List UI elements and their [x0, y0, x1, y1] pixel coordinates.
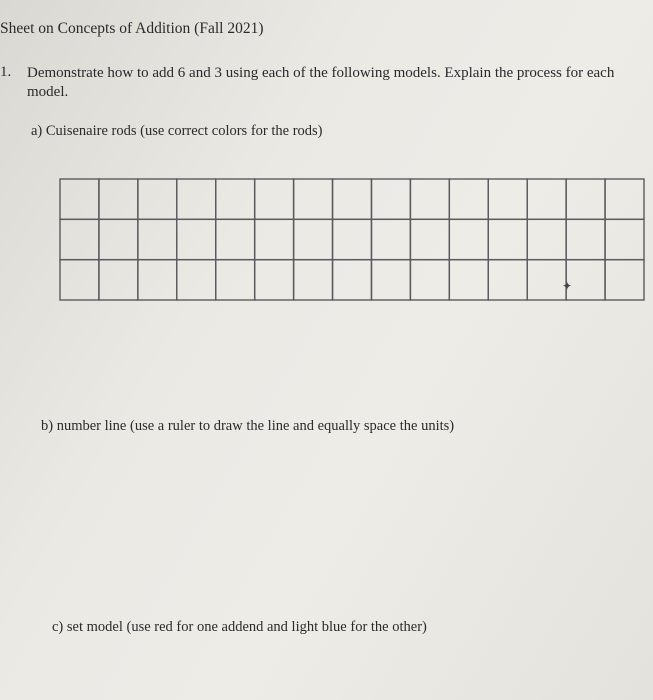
grid-cell — [216, 260, 255, 300]
part-b-label: b) number line (use a ruler to draw the line and equally space the units) — [41, 418, 455, 434]
grid-cell — [527, 179, 566, 219]
grid-cell — [216, 219, 255, 259]
grid-cell — [605, 260, 644, 300]
question-number: 1. — [0, 64, 12, 80]
grid-cell — [294, 260, 333, 300]
grid-lines — [59, 178, 645, 301]
grid-cell — [138, 179, 177, 219]
grid-cell — [333, 179, 372, 219]
question-text: Demonstrate how to add 6 and 3 using each of the following models. Explain the process for each model. — [27, 65, 615, 100]
grid-cell — [99, 219, 138, 259]
grid-cell — [99, 260, 138, 300]
grid-cell — [255, 219, 294, 259]
grid-cell — [566, 219, 605, 259]
grid-cell — [371, 260, 410, 300]
grid-cell — [410, 260, 449, 300]
grid-cell — [294, 219, 333, 259]
grid-cell — [449, 179, 488, 219]
part-a-label: a) Cuisenaire rods (use correct colors for the rods) — [31, 123, 323, 139]
grid-cell — [255, 179, 294, 219]
grid-cell — [177, 260, 216, 300]
grid-cell — [605, 219, 644, 259]
grid-cell — [371, 219, 410, 259]
grid-cell — [138, 260, 177, 300]
grid-cell — [60, 219, 99, 259]
cuisenaire-grid — [59, 178, 645, 301]
grid-cell — [177, 219, 216, 259]
grid-cell — [138, 219, 177, 259]
grid-cell — [410, 179, 449, 219]
grid-cell — [449, 260, 488, 300]
grid-cell — [333, 219, 372, 259]
grid-cell — [60, 260, 99, 300]
grid-cell — [566, 179, 605, 219]
part-c-label: c) set model (use red for one addend and light blue for the other) — [52, 619, 427, 635]
grid-cell — [488, 219, 527, 259]
grid-cell — [527, 260, 566, 300]
grid-cell — [488, 179, 527, 219]
grid-cell — [371, 179, 410, 219]
cursor-mark-icon: ✦ — [562, 279, 573, 293]
grid-cell — [216, 179, 255, 219]
grid-cell — [99, 179, 138, 219]
grid-cell — [177, 179, 216, 219]
grid-cell — [60, 179, 99, 219]
grid-cell — [449, 219, 488, 259]
grid-cell — [410, 219, 449, 259]
grid-cell — [255, 260, 294, 300]
page-title: Sheet on Concepts of Addition (Fall 2021) — [0, 20, 264, 37]
grid-cell — [333, 260, 372, 300]
grid-cell — [527, 219, 566, 259]
grid-cell — [488, 260, 527, 300]
grid-cell — [605, 179, 644, 219]
grid-cell — [294, 179, 333, 219]
